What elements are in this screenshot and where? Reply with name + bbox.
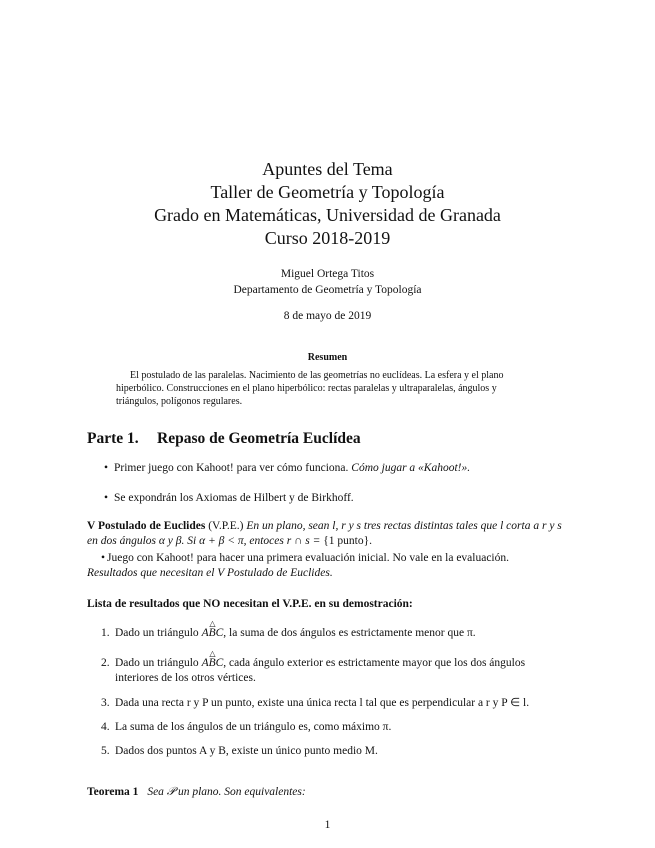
- postulate-paragraph: [87, 519, 562, 549]
- theorem: [87, 785, 562, 800]
- part-title: Repaso de Geometría Euclídea: [157, 430, 361, 447]
- author-name: Miguel Ortega Titos: [280, 268, 375, 280]
- triangle-symbol: △ ABC: [202, 656, 224, 671]
- document-date: 8 de mayo de 2019: [283, 310, 372, 322]
- abstract-text: El postulado de las paralelas. Nacimiento de las geometrías no euclídeas. La esfera y el plano hiperbólico. Construcciones en el plano hiperbólico: rectas paralelas y ultraparalelas, ángulos y triángulos, polígonos regulares.: [116, 370, 504, 407]
- document-title: [0, 158, 655, 250]
- theorem-text: Sea 𝒫 un plano. Son equivalentes:: [147, 786, 306, 798]
- bullet-link-text: Cómo jugar a «Kahoot!».: [351, 462, 471, 474]
- triangle-symbol: △ ABC: [202, 626, 224, 641]
- bullet-icon: •: [100, 552, 105, 564]
- title-line-3: Grado en Matemáticas, Universidad de Granada: [154, 205, 501, 225]
- title-line-2: Taller de Geometría y Topología: [210, 182, 445, 202]
- part-number: Parte 1.: [87, 430, 139, 447]
- bullet-text: Juego con Kahoot! para hacer una primera evaluación inicial. No vale en la evaluación.: [107, 552, 510, 564]
- postulate-result: {1 punto}.: [323, 535, 373, 547]
- bullet-item: [104, 491, 564, 506]
- theorem-label: Teorema 1: [87, 786, 139, 798]
- title-line-4: Curso 2018-2019: [264, 228, 391, 248]
- list-item: 5. Dados dos puntos A y B, existe un único punto medio M.: [101, 745, 378, 757]
- page-number: 1: [324, 819, 331, 831]
- abstract-heading: Resumen: [307, 352, 348, 363]
- results-list: [87, 619, 562, 759]
- bullet-italic-text: Resultados que necesitan el V Postulado de Euclides.: [87, 567, 333, 579]
- department-name: Departamento de Geometría y Topología: [233, 284, 422, 296]
- triangle-icon: △: [209, 619, 216, 628]
- part-heading: [87, 430, 361, 448]
- postulate-bullet: [87, 551, 562, 581]
- list-item: 1. Dado un triángulo △ ABC, la suma de dos ángulos es estrictamente menor que π.: [87, 626, 562, 641]
- title-line-1: Apuntes del Tema: [262, 159, 393, 179]
- bullet-icon: •: [104, 492, 109, 504]
- postulate-name: V Postulado de Euclides: [87, 520, 206, 532]
- list-item: 3. Dada una recta r y P un punto, existe una única recta l tal que es perpendicular a r y P ∈ l.: [101, 697, 530, 709]
- bullet-item: [104, 461, 564, 476]
- list-item: 4. La suma de los ángulos de un triángulo es, como máximo π.: [101, 721, 392, 733]
- list-item: 2. Dado un triángulo △ ABC, cada ángulo exterior es estrictamente mayor que los dos ángulos interiores de los otros vértices.: [87, 656, 562, 686]
- postulate-abbr: (V.P.E.): [208, 520, 244, 532]
- list-heading: Lista de resultados que NO necesitan el V.P.E. en su demostración:: [87, 598, 413, 610]
- triangle-icon: △: [209, 649, 216, 658]
- postulate-statement: En un plano, sean l, r y s tres rectas distintas tales que l corta a r y s en dos ángulos α y β. Si α + β < π, entoces r ∩ s =: [87, 520, 562, 547]
- bullet-text: Primer juego con Kahoot! para ver cómo funciona.: [114, 462, 349, 474]
- bullet-text: Se expondrán los Axiomas de Hilbert y de Birkhoff.: [114, 492, 354, 504]
- bullet-icon: •: [104, 462, 109, 474]
